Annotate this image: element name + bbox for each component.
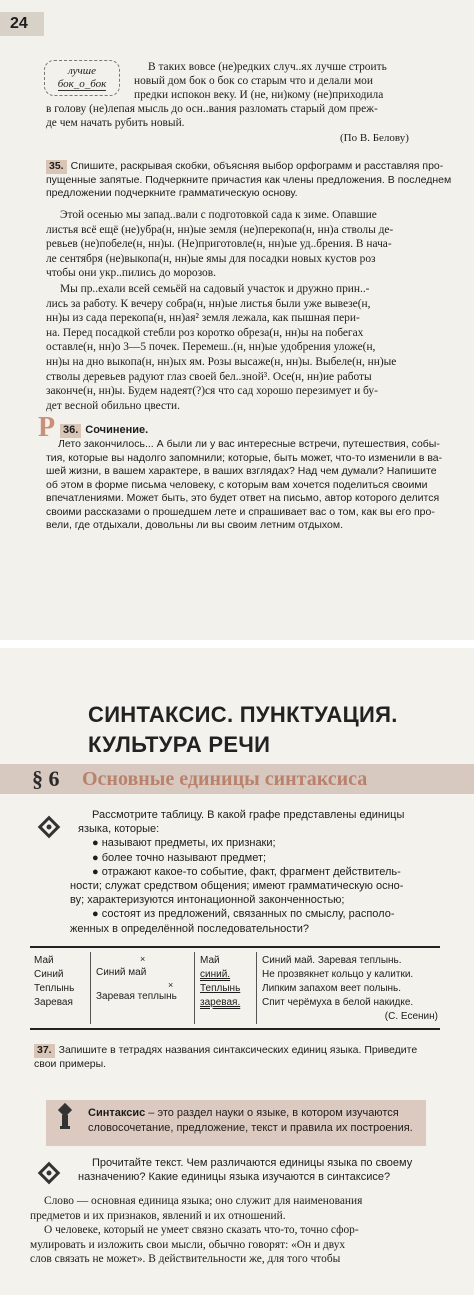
task-line: языка, которые:: [78, 823, 160, 836]
text-line: Этой осенью мы запад..вали с подготовкой сада к зиме. Опавшие: [60, 209, 377, 221]
section-title: Основные единицы синтаксиса: [82, 768, 368, 790]
text-line: нн)ы на дно выкопа(н, нн)ых ям. Розы высаже(н, нн)ы. Выбеле(н, нн)ые: [46, 355, 397, 368]
table-cell: Заревая теплынь: [96, 991, 177, 1002]
text-line: нн)ы из сада перекопа(н, нн)ая² земля лежала, как пышная пери-: [46, 312, 360, 325]
text-line: стволы деревьев радуют глаз своей бел..зной³. Осе(н, нн)ие работы: [46, 370, 372, 383]
table-col-sentences: [200, 954, 240, 1010]
bullet-text: ву; характеризуются интонационной законченностью;: [70, 894, 345, 907]
text-line: в голову (не)лепая мысль до осн..вания разломать старый дом преж-: [46, 103, 378, 115]
task-number: 36.: [60, 424, 81, 438]
table-col-text: [262, 954, 438, 1024]
task-title: Сочинение.: [85, 424, 149, 436]
bullet-item: ● называют предметы, их признаки;: [92, 837, 276, 850]
attention-diamond-icon: [34, 812, 64, 842]
key-rule-icon: [50, 1102, 80, 1132]
task-line: Прочитайте текст. Чем различаются единицы языка по своему: [92, 1157, 413, 1169]
speech-section-letter: Р: [38, 412, 56, 443]
text-line: дет весной обильно цвести.: [46, 399, 180, 412]
bullet-item: ● состоят из предложений, связанных по смыслу, располо-: [92, 908, 395, 921]
table-cell: Синий май: [96, 967, 147, 978]
table-col-words: [34, 954, 74, 1010]
bullet-text: женных в определённой последовательности?: [70, 922, 310, 935]
table-cell: Май: [200, 955, 220, 966]
task-36-text: [46, 438, 458, 533]
text-line: В таких вовсе (не)редких случ..ях лучше строить: [148, 61, 387, 73]
note-word: лучше: [68, 65, 96, 77]
intro-paragraph-cont: [46, 102, 456, 130]
bullet-text: называют предметы, их признаки;: [101, 837, 276, 850]
text-line: чтобы они укр..пились до морозов.: [46, 267, 216, 280]
attention-diamond-icon: [34, 1158, 64, 1188]
definition-text: [88, 1106, 428, 1136]
exercise-text-2: [46, 282, 458, 413]
margin-note: [44, 60, 120, 96]
chapter-title-line: СИНТАКСИС. ПУНКТУАЦИЯ.: [88, 702, 398, 727]
intro-paragraph: [134, 60, 449, 103]
task-number: 37.: [34, 1044, 55, 1058]
table-cell: (С. Есенин): [384, 1011, 438, 1022]
definition-term: Синтаксис: [88, 1107, 146, 1119]
bullet-text: ности; служат средством общения; имеют грамматическую осно-: [70, 880, 404, 893]
task-35: [46, 160, 458, 201]
note-phrase: бок_о_бок: [57, 78, 107, 90]
text-line: оставле(н, нн)о 3—5 почек. Перемеш..(н, нн)ые удобрения уложе(н,: [46, 341, 376, 354]
text-line: лись за работу. К вечеру собра(н, нн)ые листья были уже вывезе(н,: [46, 297, 371, 310]
task-line: своими рассказами о прошедшем лете и спрашивает вас о том, как вы его про-: [46, 505, 435, 518]
text-line: предметов и их признаков, явлений и их отношений.: [30, 1209, 286, 1222]
text-line: мулировать и изложить свои мысли, обычно говорят: «Он и двух: [30, 1238, 346, 1251]
bullet-item: ● более точно называют предмет;: [92, 851, 267, 864]
attribution: (По В. Белову): [340, 132, 409, 144]
table-cell: Заревая: [34, 997, 73, 1008]
text-line: предки испокон веку. И (не, ни)кому (не)приходила: [134, 89, 384, 102]
text-line: законче(н, нн)ы. Будем надеят(?)ся что сад хорошо перезимует и бу-: [46, 385, 378, 398]
bullet-item: ● отражают какое-то событие, факт, фрагмент действитель-: [92, 865, 401, 878]
task-37: [34, 1044, 454, 1071]
text-line: Слово — основная единица языка; оно служит для наименования: [44, 1195, 363, 1207]
table-cell: Синий: [34, 969, 64, 980]
task-36-head: [60, 424, 148, 438]
exercise-text-1: [46, 208, 458, 281]
table-divider: [194, 952, 195, 1024]
task-line: назначению? Какие единицы языка изучаются в синтаксисе?: [78, 1171, 391, 1184]
task-line: предложении подчеркните грамматическую основу.: [46, 187, 298, 199]
task-line: Запишите в тетрадях названия синтаксических единиц языка. Приведите: [58, 1044, 418, 1056]
theory-text: [30, 1194, 450, 1267]
table-cell: Не прозвякнет кольцо у калитки.: [262, 969, 414, 980]
task-line: тия, которые вы надолго запомнили; которые, быть может, что-то изменили в ва-: [46, 451, 443, 464]
table-divider: [256, 952, 257, 1024]
task-line: вели, где отдыхали, довольны ли вы своим летним отдыхом.: [46, 519, 344, 531]
table-divider: [90, 952, 91, 1024]
table-cell: Липким запахом веет полынь.: [262, 983, 402, 994]
table-cell: заревая.: [200, 997, 241, 1008]
task-line: об этом в форме письма человеку, с которым вам хочется поделиться своими: [46, 478, 428, 491]
bullet-text: более точно называют предмет;: [101, 851, 267, 864]
task-line: пущенные запятые. Подчеркните причастия как члены предложения. В последнем: [46, 173, 452, 186]
section-number: § 6: [32, 766, 60, 791]
syntax-units-table: [30, 946, 440, 1030]
table-cell: Спит черёмуха в белой накидке.: [262, 997, 414, 1008]
table-cell: синий.: [200, 969, 231, 980]
bullet-text: отражают какое-то событие, факт, фрагмент действитель-: [101, 865, 401, 878]
task-line: Рассмотрите таблицу. В какой графе представлены единицы: [92, 809, 405, 821]
chapter-title: [88, 700, 398, 760]
bullet-text: состоят из предложений, связанных по смыслу, располо-: [101, 908, 395, 921]
text-line: Мы пр..ехали всей семьёй на садовый участок и дружно прин..-: [60, 283, 370, 295]
text-line: О человеке, который не умеет связно сказать что-то, точно сфор-: [44, 1224, 359, 1237]
table-col-phrases: [96, 954, 194, 1004]
task-number: 35.: [46, 160, 67, 174]
text-line: листья всё ещё (не)убра(н, нн)ые земля (не)перекопа(н, нн)а стволы де-: [46, 223, 394, 236]
table-cell: Май: [34, 955, 54, 966]
table-cell: Теплынь: [34, 983, 75, 994]
task-line: шей жизни, в вашем характере, в ваших взглядах? Над чем думали? Напишите: [46, 465, 437, 477]
definition-line: словосочетание, предложение, текст и правила их построения.: [88, 1122, 413, 1134]
text-line: новый дом бок о бок со старым что и делали мои: [134, 75, 373, 88]
text-line: ле сентября (не)выкопа(н, нн)ые ямы для посадки новых кустов роз: [46, 252, 376, 265]
text-line: де чем начать рубить новый.: [46, 117, 185, 130]
text-line: ревьев (не)побеле(н, нн)ы. (Не)приготовле(н, нн)ые уд..брения. В нача-: [46, 238, 392, 251]
dependency-mark: ×: [168, 980, 174, 990]
table-task: [70, 808, 458, 936]
text-line: на. Перед посадкой стебли роз коротко обреза(н, нн)ы на побегах: [46, 326, 364, 339]
section-band: [0, 764, 474, 794]
read-task: [78, 1156, 458, 1184]
chapter-title-line: КУЛЬТУРА РЕЧИ: [88, 732, 271, 757]
page-number: 24: [0, 12, 44, 36]
task-line: свои примеры.: [34, 1057, 107, 1070]
task-line: Спишите, раскрывая скобки, объясняя выбор орфограмм и расставляя про-: [70, 160, 444, 172]
task-line: впечатлениями. Может быть, это будет ответ на письмо, автор которого делится: [46, 492, 440, 504]
table-cell: Синий май. Заревая теплынь.: [262, 955, 402, 966]
table-cell: Теплынь: [200, 983, 241, 994]
text-line: слов связать не может». В действительности же, для того чтобы: [30, 1253, 341, 1266]
definition-line: – это раздел науки о языке, в котором изучаются: [145, 1107, 399, 1119]
task-line: Лето закончилось... А были ли у вас интересные встречи, путешествия, собы-: [58, 438, 440, 450]
dependency-mark: ×: [140, 954, 146, 964]
